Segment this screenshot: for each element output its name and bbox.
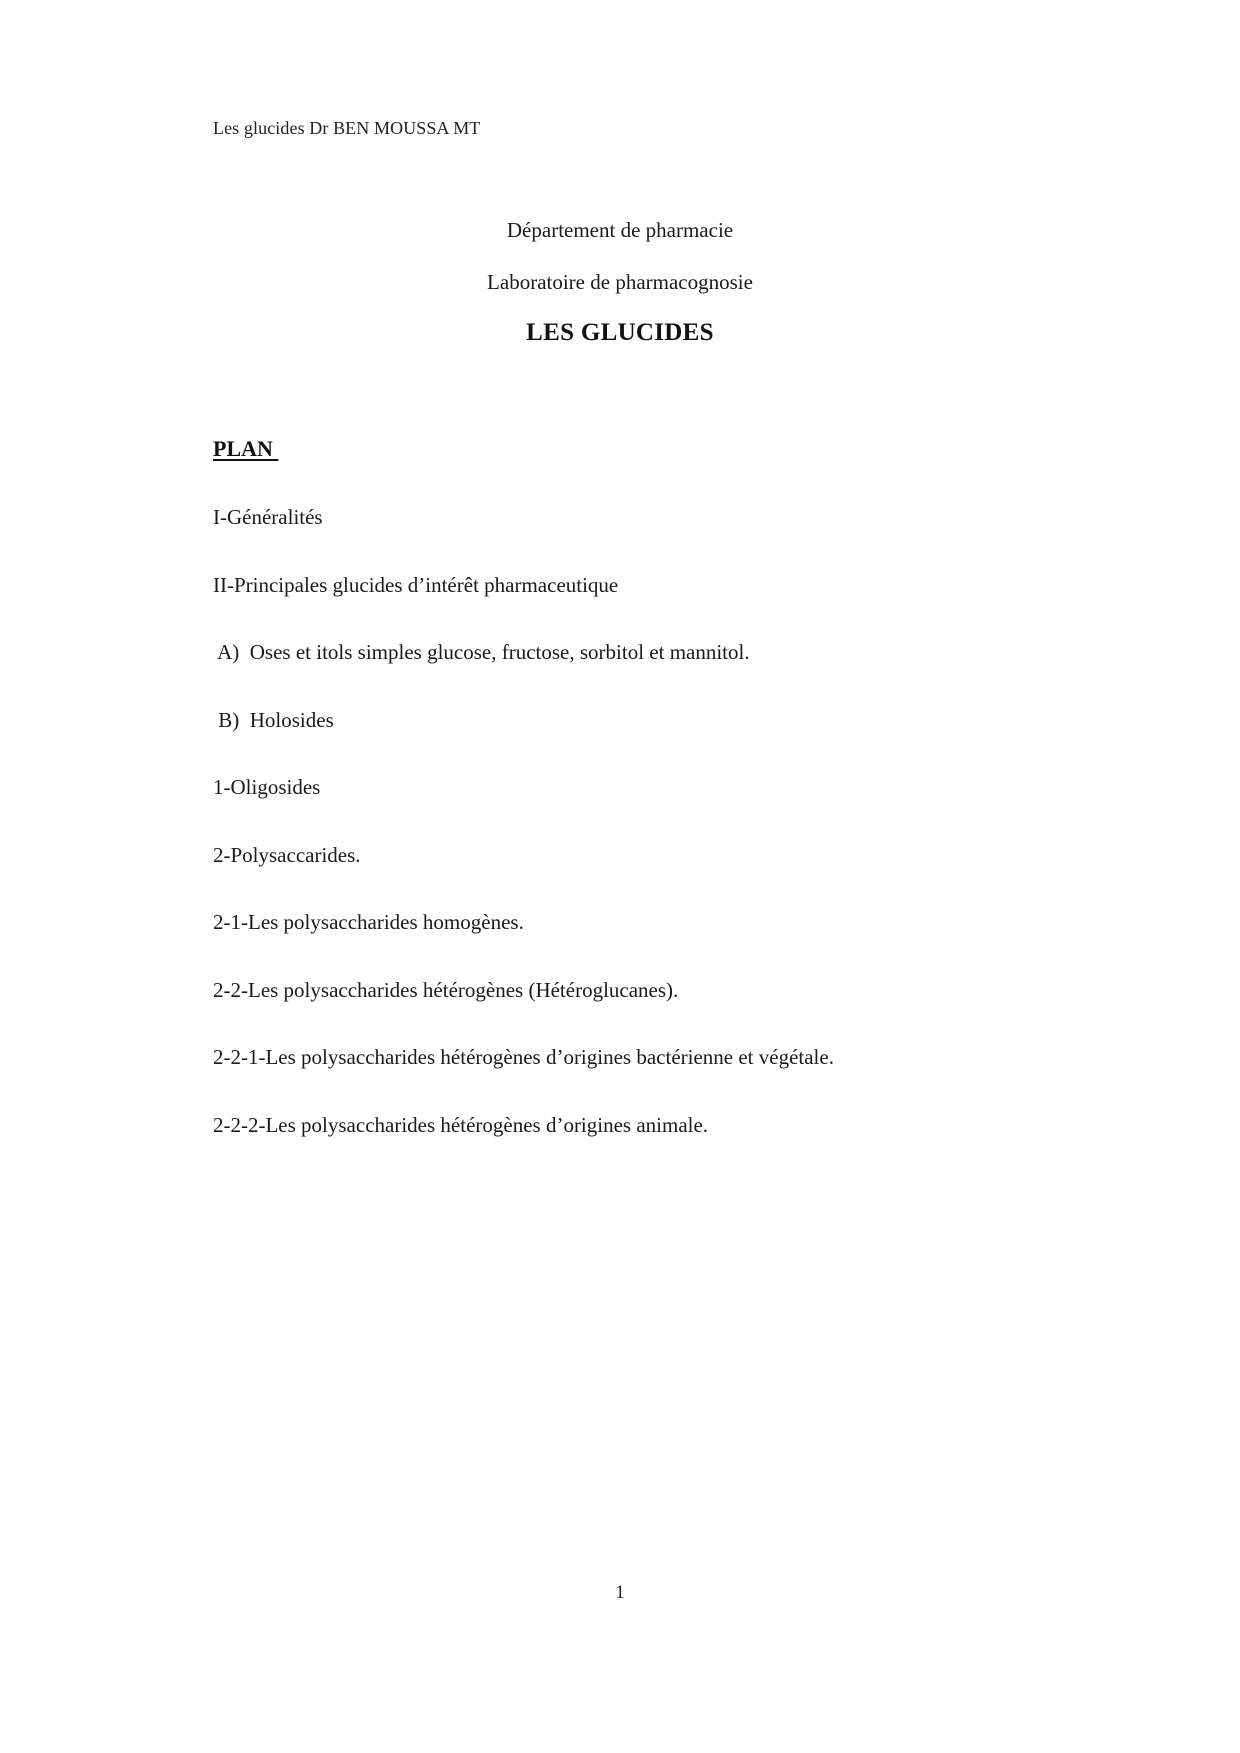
plan-heading: PLAN [213, 436, 279, 461]
plan-item-polysaccarides: 2-Polysaccarides. [213, 842, 361, 867]
document-title: LES GLUCIDES [526, 319, 714, 346]
plan-item-oses-itols: A) Oses et itols simples glucose, fructose, sorbitol et mannitol. [213, 640, 750, 664]
page-number: 1 [615, 1582, 625, 1603]
plan-item-bacterienne-vegetale: 2-2-1-Les polysaccharides hétérogènes d’origines bactérienne et végétale. [213, 1045, 834, 1069]
laboratory-name: Laboratoire de pharmacognosie [487, 270, 753, 294]
plan-item-holosides: B) Holosides [213, 707, 334, 732]
department-name: Département de pharmacie [506, 218, 734, 242]
plan-item-principales-glucides: II-Principales glucides d’intérêt pharmaceutique [213, 572, 619, 597]
plan-item-polysaccharides-heterogenes: 2-2-Les polysaccharides hétérogènes (Hétéroglucanes). [213, 977, 679, 1002]
plan-outline [213, 504, 834, 1179]
running-header: Les glucides Dr BEN MOUSSA MT [213, 118, 481, 138]
plan-item-animale: 2-2-2-Les polysaccharides hétérogènes d’origines animale. [213, 1112, 709, 1137]
plan-item-oligosides: 1-Oligosides [213, 775, 321, 799]
plan-item-generalites: I-Généralités [213, 505, 323, 529]
plan-item-polysaccharides-homogenes: 2-1-Les polysaccharides homogènes. [213, 910, 524, 934]
